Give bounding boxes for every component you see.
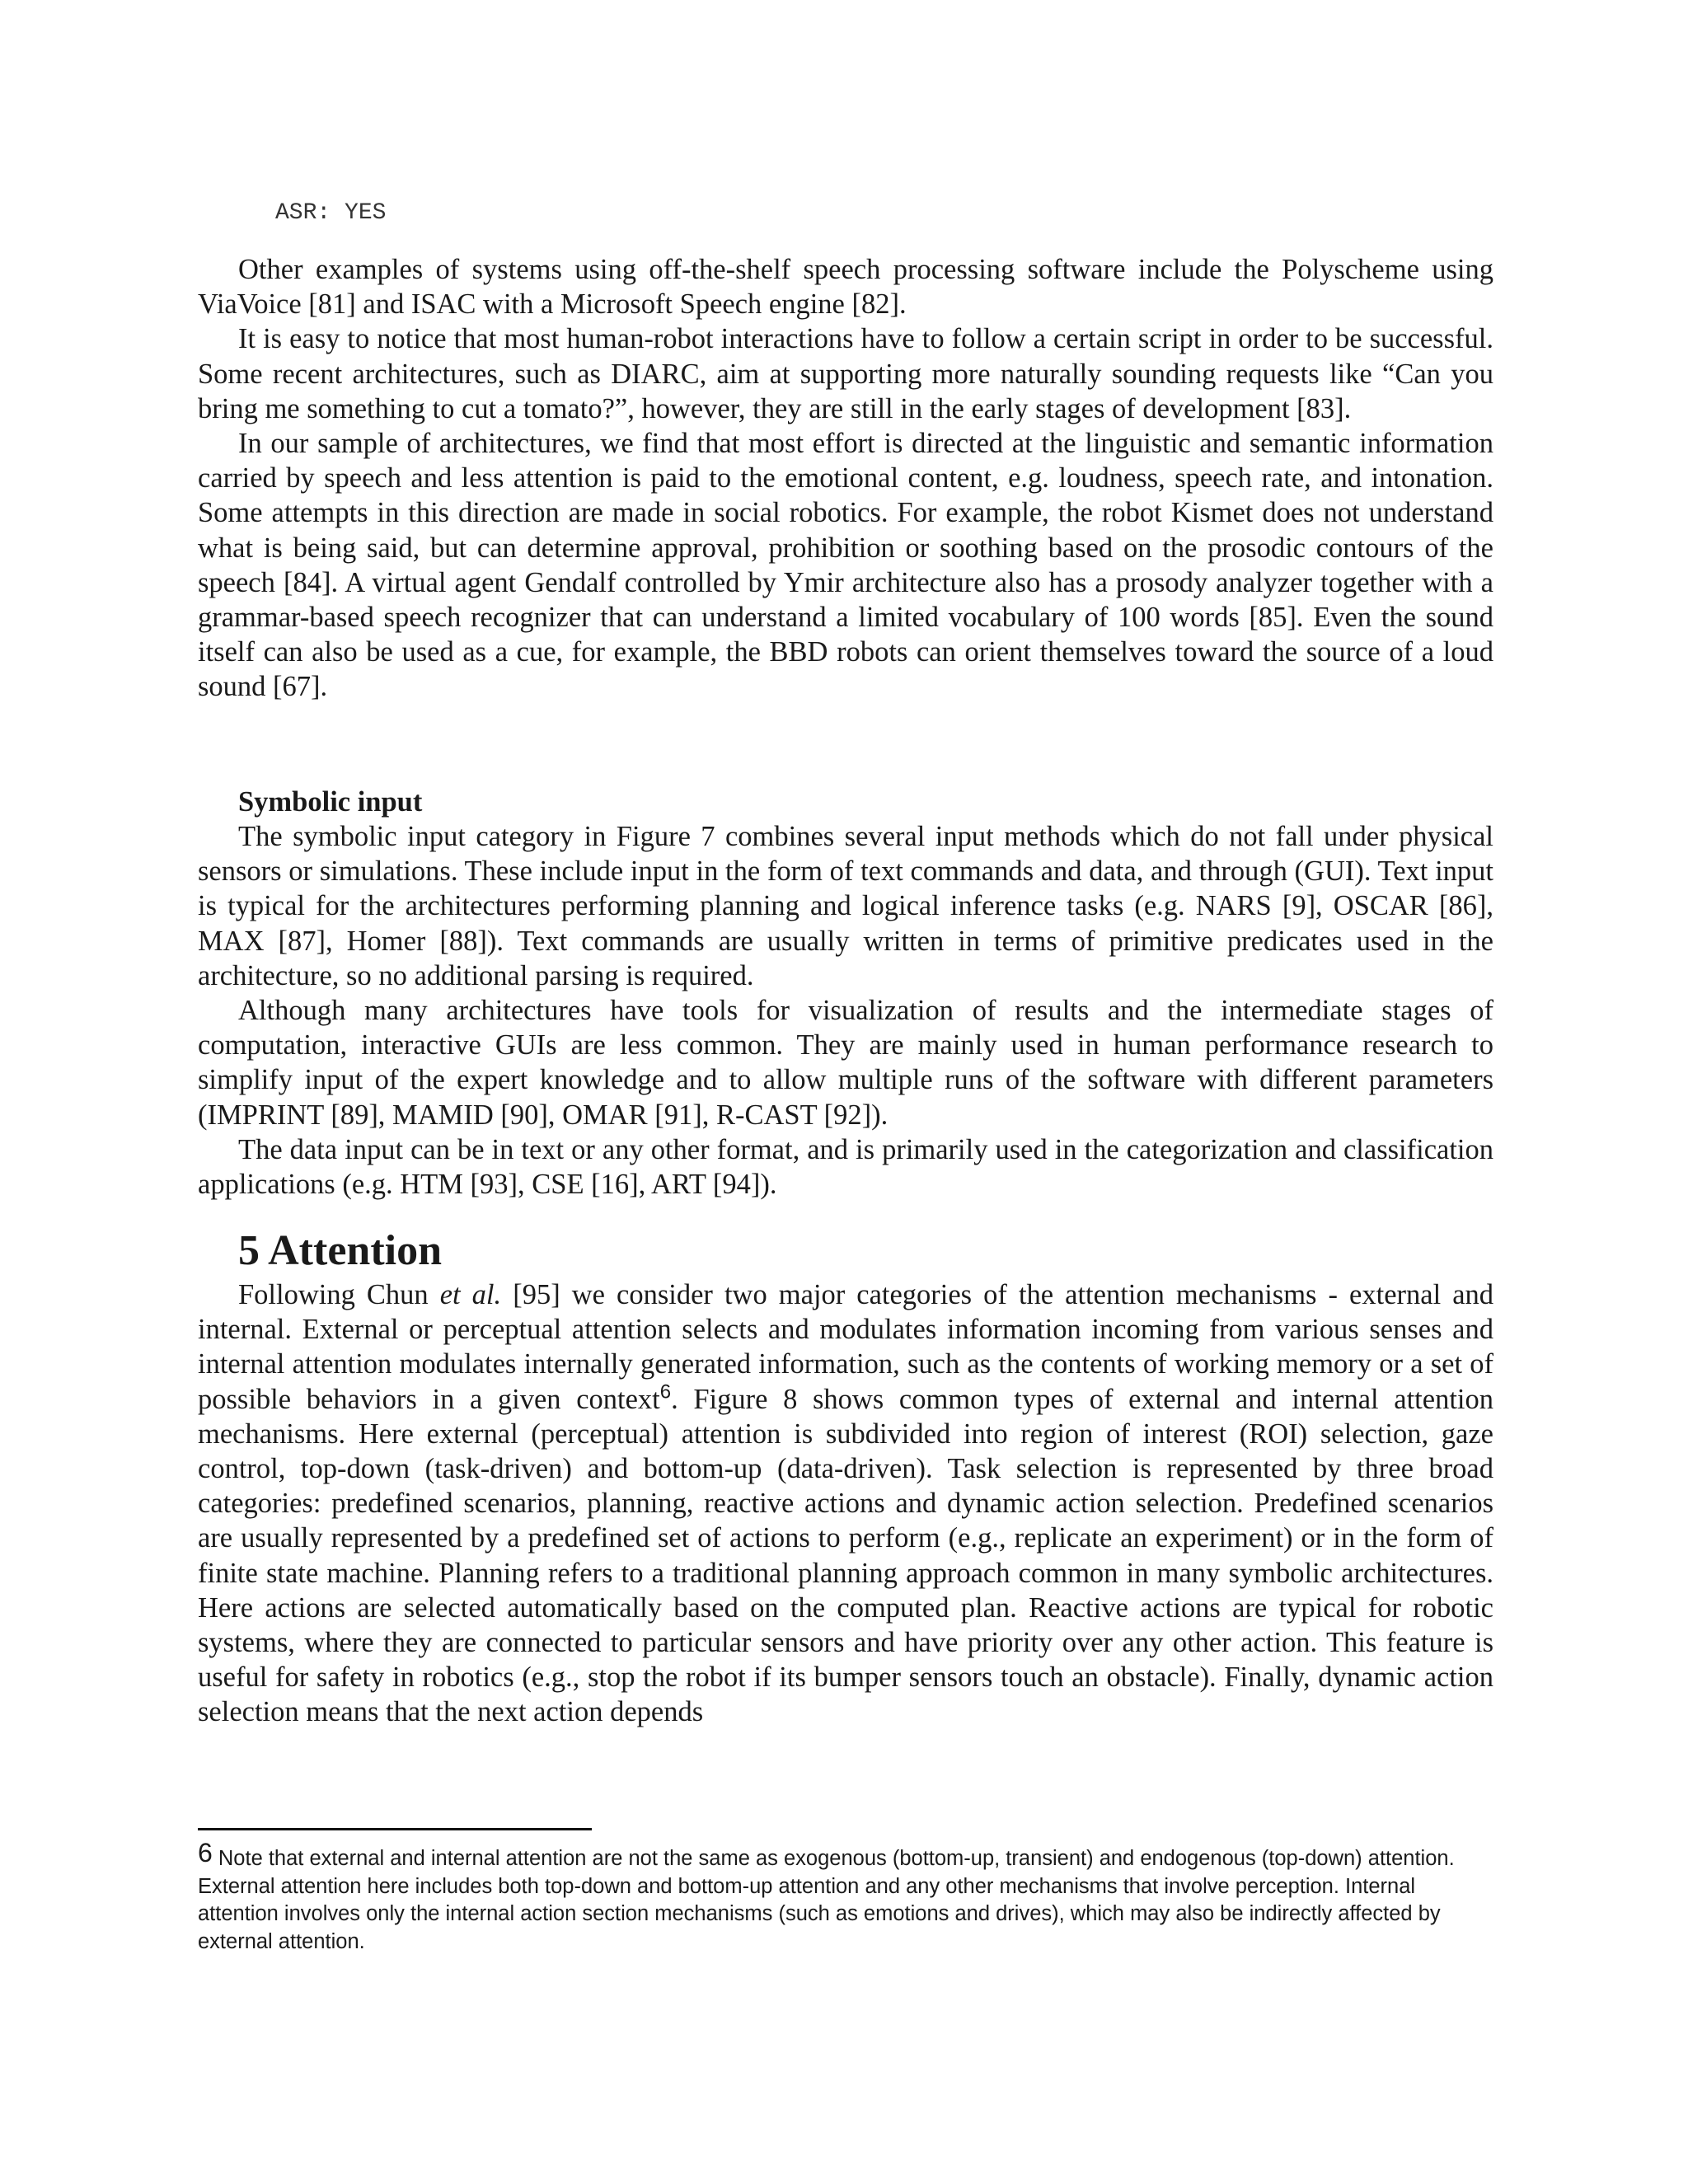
- text-segment: [95] we consider two major categories of the attention mechanisms - external and internal. External or perceptual attention selects and modulates information incoming from various senses and internal attention modulates internally generated information, such as the contents of working memory or a set of possible behaviors in a given context: [198, 1279, 1494, 1415]
- paragraph-offshelf-speech: Other examples of systems using off-the-shelf speech processing software include the Polyscheme using ViaVoice [81] and ISAC with a Microsoft Speech engine [82].: [198, 254, 1493, 321]
- footnote: [198, 1838, 1493, 1956]
- paragraph-interactive-gui: Although many architectures have tools for visualization of results and the intermediate stages of computation, interactive GUIs are less common. They are mainly used in human performance research to simplify input of the expert knowledge and to allow multiple runs of the software with different parameters (IMPRINT [89], MAMID [90], OMAR [91], R-CAST [92]).: [198, 995, 1493, 1131]
- speech-section: [198, 252, 1493, 705]
- footnote-mark: 6: [198, 1838, 213, 1868]
- footnote-divider: [198, 1828, 592, 1830]
- attention-section: [198, 1226, 1493, 1730]
- footnote-text: Note that external and internal attention are not the same as exogenous (bottom-up, transient) and endogenous (top-down) attention. External attention here includes both top-down and bottom-up attention and any other mechanisms that involve perception. Internal attention involves only the internal action section mechanisms (such as emotions and drives), which may also be indirectly affected by external attention.: [198, 1847, 1455, 1953]
- paragraph-scripted-interaction: It is easy to notice that most human-robot interactions have to follow a certain script in order to be successful. Some recent architectures, such as DIARC, aim at supporting more naturally sounding requests like “Can you bring me something to cut a tomato?”, however, they are still in the early stages of development [83].: [198, 323, 1493, 424]
- text-segment: Following Chun: [238, 1279, 440, 1310]
- paragraph-attention-categories: [198, 1277, 1493, 1730]
- symbolic-input-section: [198, 785, 1493, 1202]
- text-segment: . Figure 8 shows common types of external and internal attention mechanisms. Here external (perceptual) attention is subdivided into region of interest (ROI) selection, gaze control, top-down (task-driven) and bottom-up (data-driven). Task selection is represented by three broad categories: predefined scenarios, planning, reactive actions and dynamic action selection. Predefined scenarios are usually represented by a predefined set of actions to perform (e.g., replicate an experiment) or in the form of finite state machine. Planning refers to a traditional planning approach common in many symbolic architectures. Here actions are selected automatically based on the computed plan. Reactive actions are typical for robotic systems, where they are connected to particular sensors and have priority over any other action. This feature is useful for safety in robotics (e.g., stop the robot if its bumper sensors touch an obstacle). Finally, dynamic action selection means that the next action depends: [198, 1383, 1493, 1728]
- footnote-reference[interactable]: 6: [659, 1380, 672, 1404]
- section-heading: 5 Attention: [238, 1227, 442, 1274]
- italic-citation: et al.: [439, 1279, 502, 1310]
- paper-page: [198, 0, 1493, 2184]
- code-output-line: ASR: YES: [275, 200, 387, 226]
- paragraph-data-input: The data input can be in text or any other format, and is primarily used in the categorization and classification applications (e.g. HTM [93], CSE [16], ART [94]).: [198, 1133, 1493, 1201]
- paragraph-symbolic-category: The symbolic input category in Figure 7 combines several input methods which do not fall under physical sensors or simulations. These include input in the form of text commands and data, and through (GUI). Text input is typical for the architectures performing planning and logical inference tasks (e.g. NARS [9], OSCAR [86], MAX [87], Homer [88]). Text commands are usually written in terms of primitive predicates used in the architecture, so no additional parsing is required.: [198, 821, 1493, 991]
- subsection-heading: Symbolic input: [238, 786, 423, 818]
- paragraph-emotional-content: In our sample of architectures, we find that most effort is directed at the linguistic and semantic information carried by speech and less attention is paid to the emotional content, e.g. loudness, speech rate, and intonation. Some attempts in this direction are made in social robotics. For example, the robot Kismet does not understand what is being said, but can determine approval, prohibition or soothing based on the prosodic contours of the speech [84]. A virtual agent Gendalf controlled by Ymir architecture also has a prosody analyzer together with a grammar-based speech recognizer that can understand a limited vocabulary of 100 words [85]. Even the sound itself can also be used as a cue, for example, the BBD robots can orient themselves toward the source of a loud sound [67].: [198, 428, 1493, 703]
